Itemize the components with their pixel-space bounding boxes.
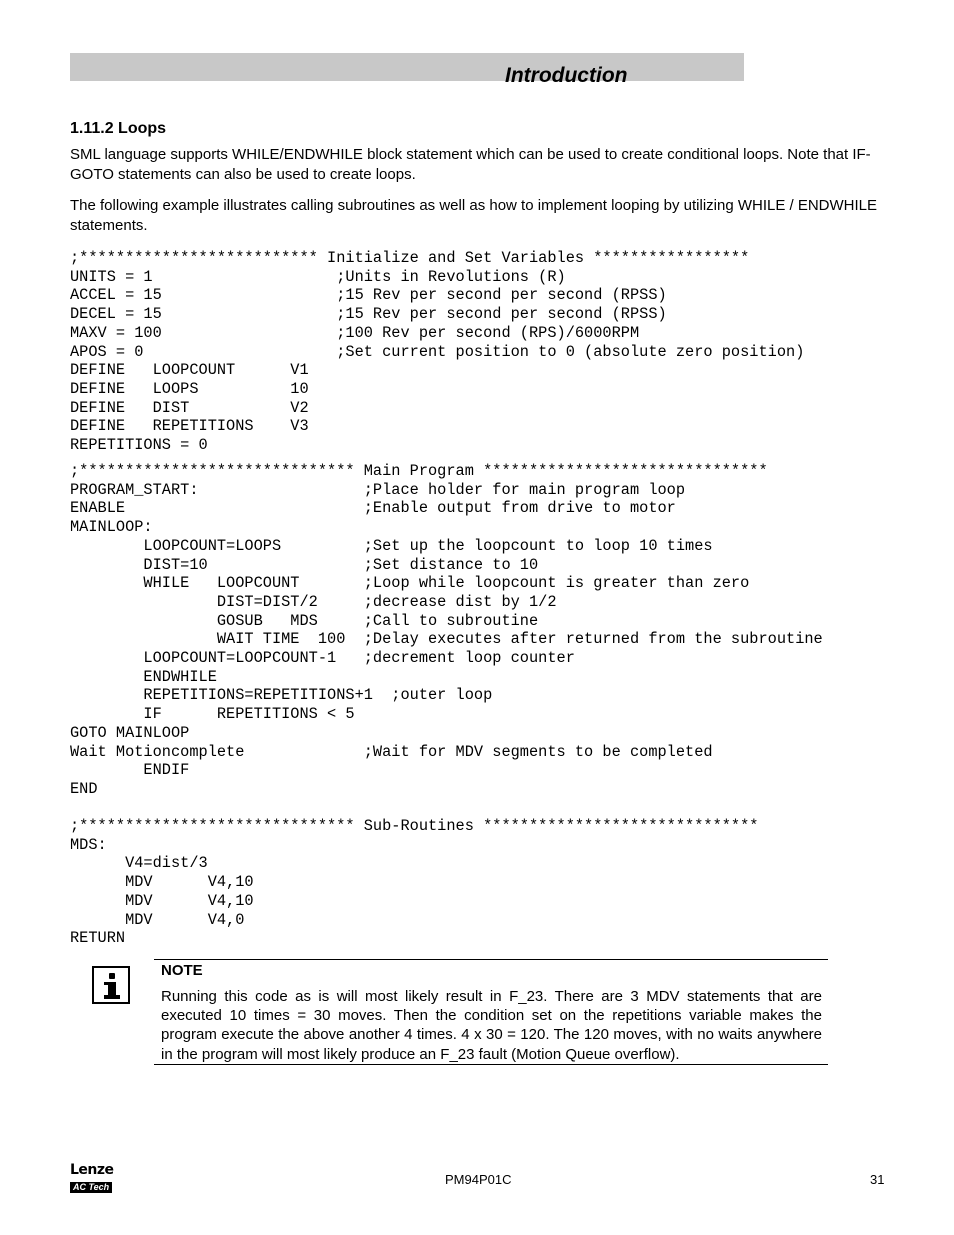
footer-page-number: 31 <box>870 1172 885 1187</box>
note-title: NOTE <box>161 962 203 979</box>
logo-lenze-text: Lenze <box>70 1162 114 1178</box>
note-bottom-rule <box>154 1064 828 1065</box>
note-top-rule <box>154 959 828 960</box>
page-title: Introduction <box>505 64 628 87</box>
example-paragraph: The following example illustrates calling subroutines as well as how to implement looping by utilizing WHILE / ENDWHILE statements. <box>70 197 878 234</box>
info-icon <box>92 966 130 1004</box>
code-block-subroutines: ;****************************** Sub-Routines ****************************** MDS: V4=dist/3 MDV V4,10 MDV V4,10 MDV V4,0 RETURN <box>70 817 759 948</box>
footer-doc-id: PM94P01C <box>445 1172 512 1187</box>
lenze-logo <box>70 1163 114 1195</box>
note-text: Running this code as is will most likely result in F_23. There are 3 MDV statements that are executed 10 times = 30 moves. Then the condition set on the repetitions variable makes the program execute the above another 4 times. 4 x 30 = 120. The 120 moves, with no waits anywhere in the program will most likely produce an F_23 fault (Motion Queue overflow). <box>161 988 822 1063</box>
code-block-main-program: ;****************************** Main Program ******************************* PROGRAM_START: ;Place holder for main program loop ENABLE ;Enable output from drive to motor MAINLOOP: LOOPCOUNT=LOOPS ;Set up the loopcount to loop 10 times DIST=10 ;Set distance to 10 WHILE LOOPCOUNT ;Loop while loopcount is greater than zero DIST=DIST/2 ;decrease dist by 1/2 GOSUB MDS ;Call to subroutine WAIT TIME 100 ;Delay executes after returned from the subroutine LOOPCOUNT=LOOPCOUNT-1 ;decrement loop counter ENDWHILE REPETITIONS=REPETITIONS+1 ;outer loop IF REPETITIONS < 5 GOTO MAINLOOP Wait Motioncomplete ;Wait for MDV segments to be completed ENDIF END <box>70 462 823 798</box>
logo-actech-text: AC Tech <box>70 1182 112 1193</box>
code-block-initialize: ;************************** Initialize and Set Variables ***************** UNITS = 1 ;Units in Revolutions (R) ACCEL = 15 ;15 Rev per second per second (RPSS) DECEL = 15 ;15 Rev per second per second (RPSS) MAXV = 100 ;100 Rev per second (RPS)/6000RPM APOS = 0 ;Set current position to 0 (absolute zero position) DEFINE LOOPCOUNT V1 DEFINE LOOPS 10 DEFINE DIST V2 DEFINE REPETITIONS V3 REPETITIONS = 0 <box>70 249 805 455</box>
intro-paragraph: SML language supports WHILE/ENDWHILE block statement which can be used to create conditional loops. Note that IF-GOTO statements can also be used to create loops. <box>70 146 871 183</box>
section-heading: 1.11.2 Loops <box>70 120 167 137</box>
header-bar <box>70 53 744 81</box>
